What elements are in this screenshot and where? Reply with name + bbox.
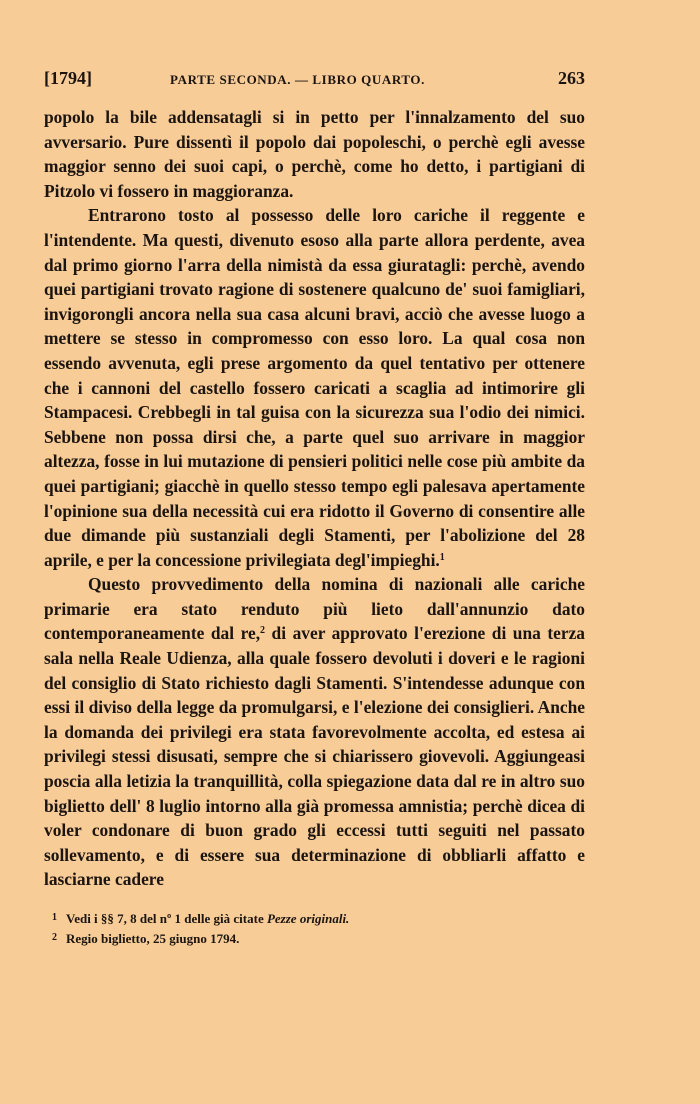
footnote-1 [52,908,585,928]
footnote-ref-2[interactable]: 2 [260,625,266,637]
footnote-2-text: Regio biglietto, 25 giugno 1794. [66,931,240,946]
paragraph-3-text-after: di aver approvato l'erezione di una terza sala nella Reale Udienza, alla quale fossero devoluti i doveri e le ragioni del consiglio di Stato richiesto dagli Stamenti. S'intendesse adunque con essi il diviso della legge da promulgarsi, e l'elezione dei consiglieri. Anche la domanda dei privilegi era stata favorevolmente accolta, ed estesa ai privilegi stessi disusati, sempre che si chiarissero giovevoli. Aggiungeasi poscia alla letizia la tranquillità, colla spiegazione data dal re in altro suo biglietto dell' 8 luglio intorno alla già promessa amnistia; perchè dicea di voler condonare di buon grado gli eccessi tutti seguiti nel passato sollevamento, e di essere sua determinazione di obbliarli affatto e lasciarne cadere [44,623,586,890]
page-number: 263 [558,68,585,88]
footnotes [52,908,585,948]
body-text [44,105,585,892]
running-head-year: [1794] [44,68,92,88]
footnote-1-number: 1 [52,912,57,923]
paragraph-3-text-before: Questo provvedimento della nomina di nazionali alle cariche primarie era stato renduto più lieto dall'annunzio dato contemporaneamente dal re, [44,574,585,644]
book-page [44,62,585,948]
footnote-2-number: 2 [52,932,57,943]
footnote-ref-1[interactable]: 1 [439,551,445,563]
paragraph-1-text: popolo la bile addensatagli si in petto per l'innalzamento del suo avversario. Pure dissentì il popolo dai popoleschi, o perchè egli avesse maggior senno dei suoi capi, o perchè, come ho detto, i partigiani di Pitzolo vi fossero in maggioranza. [44,107,585,201]
footnote-1-italic: Pezze originali. [266,911,350,926]
paragraph-1 [44,105,585,203]
paragraph-2-text: Entrarono tosto al possesso delle loro cariche il reggente e l'intendente. Ma questi, divenuto esoso alla parte allora perdente, avea dal primo giorno l'arra della nimistà da essa giuratagli: perchè, avendo quei partigiani trovato ragione di sostenere qualcuno de' suoi famigliari, invigorongli ancora nella sua casa alcuni bravi, acciò che avesse luogo a mettere se stesso in compromesso con esso loro. La qual cosa non essendo avvenuta, egli prese argomento da quel tentativo per ottenere che i cannoni del castello fossero caricati a scaglia ad intimorire gli Stampacesi. Crebbegli in tal guisa con la sicurezza sua l'odio dei nimici. Sebbene non possa dirsi che, a parte quel suo arrivare in maggior altezza, fosse in lui mutazione di pensieri politici nelle cose più ambite da quei partigiani; giacchè in quello stesso tempo egli palesava apertamente l'opinione sua della necessità cui era ridotto il Governo di consentire alle due dimande più sustanziali degli Stamenti, per l'abolizione del 28 aprile, e per la concessione privilegiata degl'impieghi. [44,205,585,570]
footnote-2 [52,928,585,948]
running-head [44,62,585,88]
paragraph-2 [44,203,585,572]
running-head-title: PARTE SECONDA. — LIBRO QUARTO. [170,72,425,87]
footnote-1-text: Vedi i §§ 7, 8 del nº 1 delle già citate [66,911,267,926]
paragraph-3 [44,572,585,892]
